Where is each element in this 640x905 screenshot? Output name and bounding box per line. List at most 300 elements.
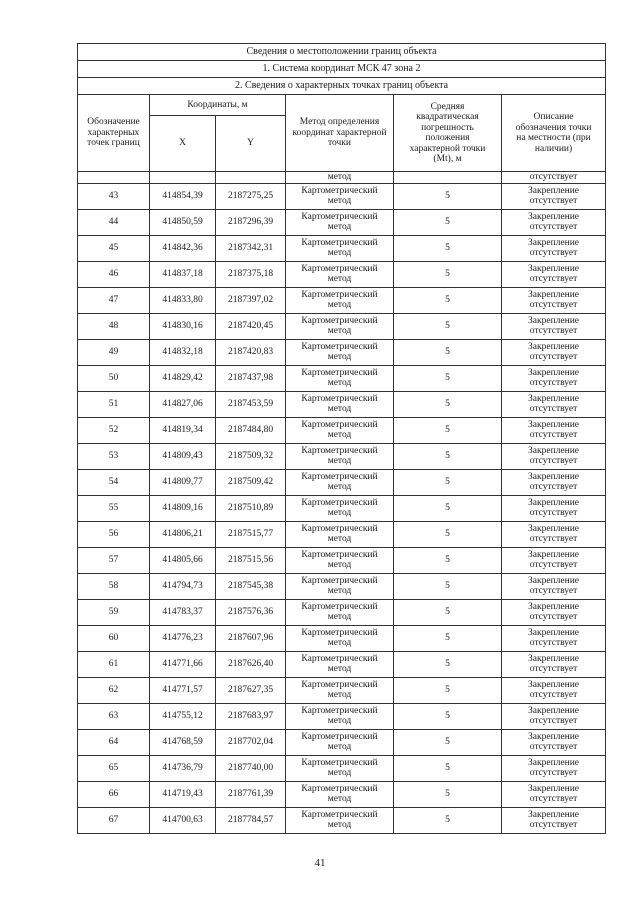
coord-x: 414809,43 — [150, 443, 216, 469]
desc-cell — [502, 677, 606, 703]
table-row — [78, 183, 606, 209]
point-number: 56 — [78, 521, 150, 547]
coord-x: 414832,18 — [150, 339, 216, 365]
coord-x: 414850,59 — [150, 209, 216, 235]
header-method-line: координат характерной — [292, 127, 387, 138]
header-row-1 — [78, 95, 606, 116]
method-cell — [286, 365, 394, 391]
desc-line: Закрепление — [528, 445, 580, 456]
coord-x: 414809,16 — [150, 495, 216, 521]
error-value: 5 — [394, 443, 502, 469]
error-value: 5 — [394, 729, 502, 755]
method-cell — [286, 183, 394, 209]
coord-y: 2187510,89 — [216, 495, 286, 521]
cont-desc: отсутствует — [502, 172, 606, 184]
section-title: 2. Сведения о характерных точках границ объекта — [78, 78, 606, 95]
desc-line: отсутствует — [529, 534, 578, 544]
coord-x: 414819,34 — [150, 417, 216, 443]
desc-line: отсутствует — [529, 482, 578, 492]
desc-line: Закрепление — [528, 523, 580, 534]
method-line: Картометрический — [301, 601, 378, 612]
header-error-line: квадратическая — [416, 112, 479, 122]
header-desc-line: Описание — [533, 112, 574, 122]
header-method — [286, 95, 394, 172]
desc-cell — [502, 625, 606, 651]
desc-line: отсутствует — [529, 196, 578, 206]
desc-line: отсутствует — [529, 664, 578, 674]
point-number: 48 — [78, 313, 150, 339]
coord-x: 414700,63 — [150, 807, 216, 833]
error-value: 5 — [394, 599, 502, 625]
desc-line: Закрепление — [528, 263, 580, 274]
method-cell — [286, 209, 394, 235]
method-line: Картометрический — [301, 523, 378, 534]
method-line: метод — [327, 456, 352, 466]
table-row — [78, 287, 606, 313]
desc-line: Закрепление — [528, 653, 580, 664]
desc-cell — [502, 417, 606, 443]
coord-x: 414854,39 — [150, 183, 216, 209]
header-desc-line: на местности (при — [516, 133, 591, 143]
coord-x: 414736,79 — [150, 755, 216, 781]
method-line: Картометрический — [301, 679, 378, 690]
cont-cell — [394, 172, 502, 184]
header-desc-line: обозначения точки — [515, 122, 592, 133]
desc-cell — [502, 365, 606, 391]
method-cell — [286, 469, 394, 495]
desc-cell — [502, 703, 606, 729]
error-value: 5 — [394, 547, 502, 573]
point-number: 67 — [78, 807, 150, 833]
desc-line: Закрепление — [528, 809, 580, 820]
desc-line: Закрепление — [528, 757, 580, 768]
coord-y: 2187683,97 — [216, 703, 286, 729]
desc-line: Закрепление — [528, 341, 580, 352]
error-value: 5 — [394, 521, 502, 547]
desc-cell — [502, 547, 606, 573]
method-line: Картометрический — [301, 731, 378, 742]
method-line: метод — [327, 534, 352, 544]
point-number: 53 — [78, 443, 150, 469]
method-line: метод — [327, 196, 352, 206]
method-line: Картометрический — [301, 185, 378, 196]
desc-line: Закрепление — [528, 237, 580, 248]
method-line: метод — [327, 430, 352, 440]
table-row — [78, 365, 606, 391]
desc-line: отсутствует — [529, 456, 578, 466]
coord-x: 414768,59 — [150, 729, 216, 755]
method-cell — [286, 807, 394, 833]
method-line: Картометрический — [301, 809, 378, 820]
coord-x: 414771,57 — [150, 677, 216, 703]
header-desc-line: наличии) — [534, 143, 573, 154]
desc-cell — [502, 755, 606, 781]
point-number: 60 — [78, 625, 150, 651]
method-cell — [286, 729, 394, 755]
method-line: Картометрический — [301, 471, 378, 482]
method-line: метод — [327, 508, 352, 518]
header-point — [78, 95, 150, 172]
error-value: 5 — [394, 235, 502, 261]
method-line: метод — [327, 690, 352, 700]
method-line: Картометрический — [301, 393, 378, 404]
table-row — [78, 599, 606, 625]
desc-cell — [502, 209, 606, 235]
method-cell — [286, 313, 394, 339]
header-error-line: Средняя — [430, 101, 465, 112]
header-desc — [502, 95, 606, 172]
desc-cell — [502, 599, 606, 625]
method-line: метод — [327, 378, 352, 388]
method-line: метод — [327, 742, 352, 752]
method-line: метод — [327, 638, 352, 648]
point-number: 50 — [78, 365, 150, 391]
desc-cell — [502, 339, 606, 365]
coord-y: 2187420,83 — [216, 339, 286, 365]
method-cell — [286, 417, 394, 443]
desc-line: Закрепление — [528, 731, 580, 742]
point-number: 55 — [78, 495, 150, 521]
method-line: Картометрический — [301, 237, 378, 248]
coord-y: 2187740,00 — [216, 755, 286, 781]
point-number: 43 — [78, 183, 150, 209]
desc-cell — [502, 729, 606, 755]
desc-line: Закрепление — [528, 575, 580, 586]
coord-y: 2187397,02 — [216, 287, 286, 313]
coord-x: 414806,21 — [150, 521, 216, 547]
method-line: метод — [327, 482, 352, 492]
method-line: Картометрический — [301, 341, 378, 352]
coord-x: 414771,66 — [150, 651, 216, 677]
desc-cell — [502, 287, 606, 313]
method-cell — [286, 521, 394, 547]
coord-x: 414837,18 — [150, 261, 216, 287]
method-line: Картометрический — [301, 757, 378, 768]
coord-y: 2187296,39 — [216, 209, 286, 235]
coord-y: 2187784,57 — [216, 807, 286, 833]
table-row — [78, 495, 606, 521]
method-cell — [286, 651, 394, 677]
desc-line: отсутствует — [529, 742, 578, 752]
method-cell — [286, 599, 394, 625]
table-row — [78, 235, 606, 261]
desc-line: отсутствует — [529, 586, 578, 596]
desc-line: отсутствует — [529, 352, 578, 362]
desc-cell — [502, 391, 606, 417]
header-method-line: Метод определения — [299, 117, 380, 128]
coord-x: 414830,16 — [150, 313, 216, 339]
method-line: метод — [327, 612, 352, 622]
coord-y: 2187437,98 — [216, 365, 286, 391]
coord-y: 2187342,31 — [216, 235, 286, 261]
coord-y: 2187509,42 — [216, 469, 286, 495]
method-line: Картометрический — [301, 315, 378, 326]
coord-y: 2187453,59 — [216, 391, 286, 417]
coord-system-row — [78, 61, 606, 78]
header-coords: Координаты, м — [150, 95, 286, 116]
coord-y: 2187515,77 — [216, 521, 286, 547]
coord-x: 414755,12 — [150, 703, 216, 729]
point-number: 46 — [78, 261, 150, 287]
method-line: Картометрический — [301, 705, 378, 716]
desc-line: Закрепление — [528, 471, 580, 482]
method-line: метод — [327, 716, 352, 726]
desc-line: Закрепление — [528, 393, 580, 404]
desc-cell — [502, 495, 606, 521]
header-point-line: Обозначение — [87, 117, 140, 128]
method-line: метод — [327, 586, 352, 596]
coord-x: 414842,36 — [150, 235, 216, 261]
table-row — [78, 391, 606, 417]
desc-line: отсутствует — [529, 560, 578, 570]
point-number: 66 — [78, 781, 150, 807]
method-cell — [286, 339, 394, 365]
table-row — [78, 547, 606, 573]
desc-cell — [502, 781, 606, 807]
point-number: 63 — [78, 703, 150, 729]
error-value: 5 — [394, 365, 502, 391]
desc-line: отсутствует — [529, 378, 578, 388]
desc-line: отсутствует — [529, 326, 578, 336]
method-line: метод — [327, 404, 352, 414]
table-row — [78, 313, 606, 339]
point-number: 54 — [78, 469, 150, 495]
method-line: метод — [327, 664, 352, 674]
section-title-row — [78, 78, 606, 95]
header-error-line: (Mt), м — [433, 154, 462, 164]
desc-line: отсутствует — [529, 222, 578, 232]
method-line: метод — [327, 794, 352, 804]
method-line: метод — [327, 326, 352, 336]
coord-y: 2187484,80 — [216, 417, 286, 443]
table-row — [78, 651, 606, 677]
point-number: 52 — [78, 417, 150, 443]
desc-line: Закрепление — [528, 367, 580, 378]
method-line: Картометрический — [301, 497, 378, 508]
header-x: X — [150, 116, 216, 172]
desc-cell — [502, 313, 606, 339]
error-value: 5 — [394, 781, 502, 807]
error-value: 5 — [394, 755, 502, 781]
error-value: 5 — [394, 469, 502, 495]
method-line: метод — [327, 768, 352, 778]
error-value: 5 — [394, 417, 502, 443]
method-cell — [286, 495, 394, 521]
method-line: метод — [327, 248, 352, 258]
coord-y: 2187576,36 — [216, 599, 286, 625]
method-cell — [286, 781, 394, 807]
desc-line: Закрепление — [528, 601, 580, 612]
method-cell — [286, 261, 394, 287]
method-line: метод — [327, 560, 352, 570]
desc-line: отсутствует — [529, 274, 578, 284]
desc-line: Закрепление — [528, 419, 580, 430]
method-cell — [286, 235, 394, 261]
point-number: 64 — [78, 729, 150, 755]
page-number: 41 — [314, 857, 326, 869]
header-y: Y — [216, 116, 286, 172]
table-title-row — [78, 44, 606, 61]
error-value: 5 — [394, 703, 502, 729]
desc-cell — [502, 469, 606, 495]
desc-line: отсутствует — [529, 638, 578, 648]
method-cell — [286, 677, 394, 703]
desc-cell — [502, 521, 606, 547]
desc-cell — [502, 261, 606, 287]
desc-line: Закрепление — [528, 497, 580, 508]
desc-line: Закрепление — [528, 185, 580, 196]
method-line: Картометрический — [301, 783, 378, 794]
coord-y: 2187702,04 — [216, 729, 286, 755]
method-line: Картометрический — [301, 627, 378, 638]
table-row — [78, 703, 606, 729]
header-error-line: положения — [425, 133, 470, 143]
table-row — [78, 339, 606, 365]
error-value: 5 — [394, 651, 502, 677]
method-line: Картометрический — [301, 445, 378, 456]
point-number: 45 — [78, 235, 150, 261]
point-number: 51 — [78, 391, 150, 417]
coord-x: 414829,42 — [150, 365, 216, 391]
method-line: Картометрический — [301, 653, 378, 664]
header-error-line: характерной точки — [409, 143, 486, 154]
method-line: метод — [327, 352, 352, 362]
error-value: 5 — [394, 677, 502, 703]
desc-line: отсутствует — [529, 612, 578, 622]
desc-line: отсутствует — [529, 794, 578, 804]
coord-y: 2187375,18 — [216, 261, 286, 287]
cont-cell — [150, 172, 216, 184]
method-cell — [286, 287, 394, 313]
desc-line: Закрепление — [528, 679, 580, 690]
desc-cell — [502, 807, 606, 833]
method-line: метод — [327, 820, 352, 830]
method-line: Картометрический — [301, 575, 378, 586]
continuation-row — [78, 172, 606, 184]
desc-line: Закрепление — [528, 549, 580, 560]
desc-line: Закрепление — [528, 705, 580, 716]
method-cell — [286, 443, 394, 469]
boundary-points-table — [77, 43, 606, 834]
desc-cell — [502, 183, 606, 209]
error-value: 5 — [394, 339, 502, 365]
desc-line: Закрепление — [528, 289, 580, 300]
desc-line: Закрепление — [528, 211, 580, 222]
table-row — [78, 469, 606, 495]
coord-x: 414833,80 — [150, 287, 216, 313]
method-cell — [286, 391, 394, 417]
error-value: 5 — [394, 495, 502, 521]
desc-line: Закрепление — [528, 783, 580, 794]
header-point-line: точек границ — [87, 138, 140, 149]
table-row — [78, 729, 606, 755]
coord-y: 2187626,40 — [216, 651, 286, 677]
method-line: Картометрический — [301, 549, 378, 560]
coord-x: 414809,77 — [150, 469, 216, 495]
cont-cell — [216, 172, 286, 184]
coord-y: 2187275,25 — [216, 183, 286, 209]
cont-cell — [78, 172, 150, 184]
coord-x: 414805,66 — [150, 547, 216, 573]
method-line: Картометрический — [301, 289, 378, 300]
table-row — [78, 443, 606, 469]
error-value: 5 — [394, 625, 502, 651]
table-row — [78, 677, 606, 703]
error-value: 5 — [394, 287, 502, 313]
table-row — [78, 209, 606, 235]
table-row — [78, 755, 606, 781]
coord-x: 414794,73 — [150, 573, 216, 599]
header-error — [394, 95, 502, 172]
header-point-line: характерных — [87, 127, 140, 138]
coord-y: 2187509,32 — [216, 443, 286, 469]
method-line: метод — [327, 300, 352, 310]
desc-line: отсутствует — [529, 820, 578, 830]
error-value: 5 — [394, 183, 502, 209]
method-line: Картометрический — [301, 211, 378, 222]
method-line: Картометрический — [301, 263, 378, 274]
table-row — [78, 807, 606, 833]
coord-x: 414827,06 — [150, 391, 216, 417]
coord-y: 2187627,35 — [216, 677, 286, 703]
coord-x: 414776,23 — [150, 625, 216, 651]
desc-line: отсутствует — [529, 248, 578, 258]
coord-y: 2187420,45 — [216, 313, 286, 339]
desc-line: отсутствует — [529, 690, 578, 700]
method-cell — [286, 625, 394, 651]
method-cell — [286, 703, 394, 729]
table-row — [78, 781, 606, 807]
method-cell — [286, 755, 394, 781]
coord-y: 2187515,56 — [216, 547, 286, 573]
error-value: 5 — [394, 261, 502, 287]
point-number: 65 — [78, 755, 150, 781]
desc-line: Закрепление — [528, 627, 580, 638]
method-line: Картометрический — [301, 367, 378, 378]
coord-y: 2187607,96 — [216, 625, 286, 651]
point-number: 47 — [78, 287, 150, 313]
cont-method: метод — [286, 172, 394, 184]
desc-cell — [502, 443, 606, 469]
error-value: 5 — [394, 807, 502, 833]
error-value: 5 — [394, 313, 502, 339]
point-number: 61 — [78, 651, 150, 677]
desc-line: отсутствует — [529, 300, 578, 310]
header-error-line: погрешность — [421, 122, 474, 133]
point-number: 44 — [78, 209, 150, 235]
point-number: 62 — [78, 677, 150, 703]
point-number: 59 — [78, 599, 150, 625]
coord-system: 1. Система координат МСК 47 зона 2 — [78, 61, 606, 78]
method-cell — [286, 547, 394, 573]
desc-cell — [502, 573, 606, 599]
table-row — [78, 573, 606, 599]
error-value: 5 — [394, 209, 502, 235]
desc-line: отсутствует — [529, 508, 578, 518]
desc-line: Закрепление — [528, 315, 580, 326]
method-cell — [286, 573, 394, 599]
error-value: 5 — [394, 573, 502, 599]
table-row — [78, 521, 606, 547]
table-row — [78, 261, 606, 287]
point-number: 57 — [78, 547, 150, 573]
error-value: 5 — [394, 391, 502, 417]
point-number: 49 — [78, 339, 150, 365]
method-line: метод — [327, 274, 352, 284]
desc-cell — [502, 235, 606, 261]
table-row — [78, 417, 606, 443]
coord-x: 414719,43 — [150, 781, 216, 807]
